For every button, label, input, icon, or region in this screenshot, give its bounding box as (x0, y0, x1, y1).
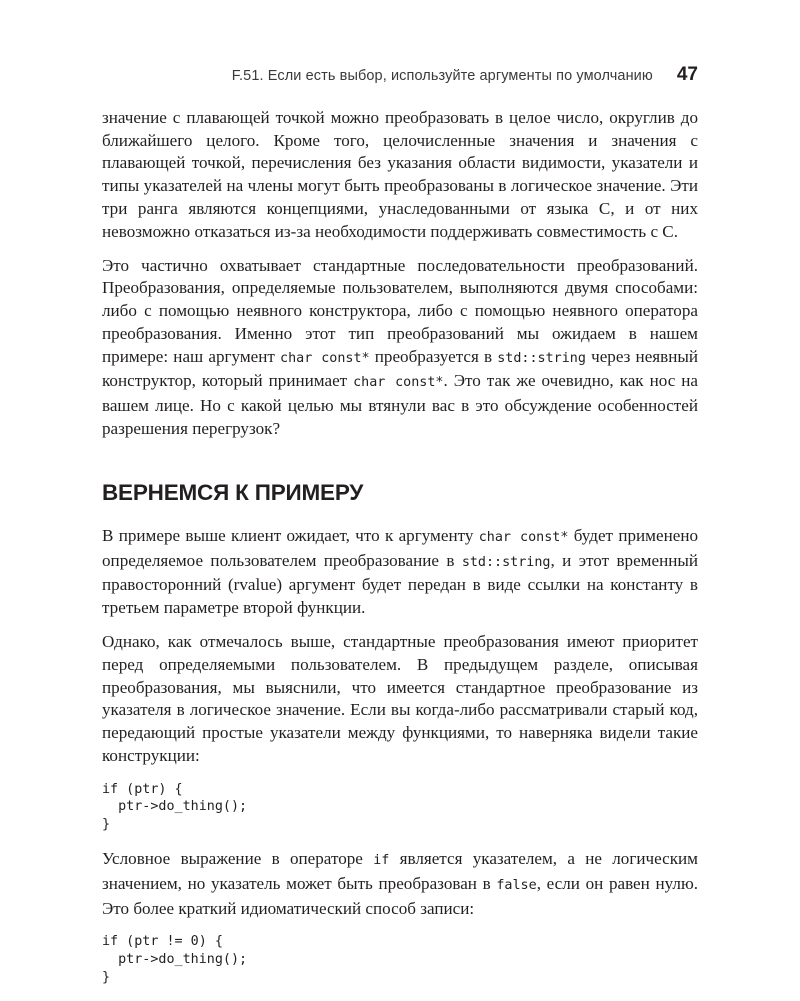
paragraph-conditional-expression (102, 848, 698, 920)
inline-code: char const* (280, 350, 370, 366)
paragraph-text: является указателем, а не логическим значением, но указатель может быть преобразован в (102, 849, 698, 894)
paragraph-text: Условное выражение в операторе (102, 849, 374, 869)
page-number: 47 (676, 64, 698, 85)
inline-code: false (496, 878, 537, 894)
paragraph-text: будет применено определяемое пользователем преобразование в (102, 526, 699, 570)
paragraph-user-defined-conversions (102, 255, 698, 441)
paragraph-text: через неявный конструктор, который принимает (102, 346, 698, 391)
section-heading: ВЕРНЕМСЯ К ПРИМЕРУ (102, 480, 364, 506)
paragraph-conversion-ranks (102, 107, 698, 243)
paragraph-text: . Это так же очевидно, как нос на вашем лице. Но с какой целью мы втянули вас в это обсуждение особенностей разрешения перегрузок? (102, 371, 698, 438)
code-block-if-ptr: if (ptr) { ptr->do_thing(); } (102, 781, 248, 832)
running-title: F.51. Если есть выбор, используйте аргументы по умолчанию (231, 68, 653, 84)
running-head (102, 64, 698, 86)
inline-code: char const* (478, 530, 569, 546)
inline-code: std::string (497, 350, 586, 366)
paragraph-client-expectation (102, 525, 698, 620)
paragraph-standard-priority (102, 631, 698, 767)
inline-code: char const* (353, 375, 444, 391)
paragraph-text: Это частично охватывает стандартные последовательности преобразований. Преобразования, определяемые пользователем, выполняются двумя способами: либо с помощью неявного конструктора, либо с помощью неявного оператора преобразования. Именно этот тип преобразований мы ожидаем в нашем примере: наш аргумент (102, 255, 698, 366)
body-text (102, 107, 698, 1001)
paragraph-text: , и этот временный правосторонний (rvalue) аргумент будет передан в виде ссылки на константу в третьем параметре второй функции. (102, 550, 699, 618)
inline-code: if (373, 853, 390, 869)
paragraph-text: значение с плавающей точкой можно преобразовать в целое число, округлив до ближайшего целого. Кроме того, целочисленные значения и значения с плавающей точкой, перечисления без указания области видимости, указатели и типы указателей на члены могут быть преобразованы в логическое значение. Эти три ранга являются концепциями, унаследованными от языка С, и от них невозможно отказаться из-за необходимости поддерживать совместимость с С. (102, 108, 698, 241)
paragraph-text: В примере выше клиент ожидает, что к аргументу (102, 526, 479, 546)
paragraph-text: , если он равен нулю. Это более краткий идиоматический способ записи: (102, 874, 698, 918)
paragraph-text: преобразуется в (369, 346, 498, 366)
inline-code: std::string (461, 554, 551, 570)
paragraph-text: Однако, как отмечалось выше, стандартные преобразования имеют приоритет перед определяемыми пользователем. В предыдущем разделе, описывая преобразования, мы выяснили, что имеется стандартное преобразование из указателя в логическое значение. Если вы когда-либо рассматривали старый код, передающий простые указатели между функциями, то наверняка видели такие конструкции: (102, 632, 698, 765)
code-block-if-ptr-not-zero: if (ptr != 0) { ptr->do_thing(); } (102, 934, 248, 985)
